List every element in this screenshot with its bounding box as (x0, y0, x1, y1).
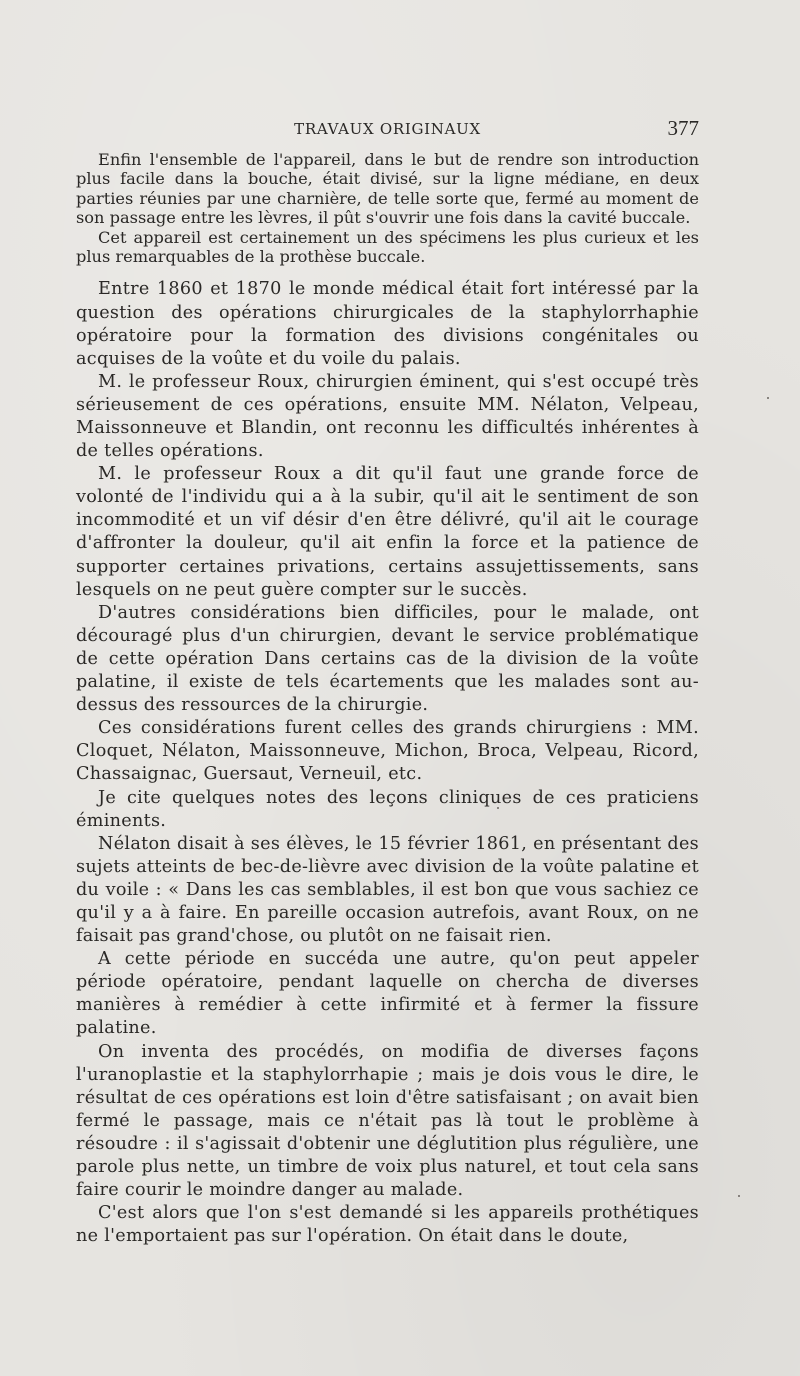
paragraph-2: Cet appareil est certainement un des spécimens les plus curieux et les plus remarquables de la prothèse buccale. (76, 227, 699, 267)
section-gap (76, 266, 699, 278)
paragraph-7: Ces considérations furent celles des grands chirurgiens : MM. Cloquet, Nélaton, Maissonneuve, Michon, Broca, Velpeau, Ricord, Chassaignac, Guersaut, Verneuil, etc. (76, 718, 699, 785)
paragraph-6: D'autres considérations bien difficiles, pour le malade, ont découragé plus d'un chirurgien, devant le service problématique de cette opération Dans certains cas de la division de la voûte palatine, il existe de tels écartements que les malades sont au-dessus des ressources de la chirurgie. (76, 602, 699, 716)
paper-speck (767, 397, 769, 399)
paper-speck (497, 807, 499, 809)
paragraph-11: On inventa des procédés, on modifia de diverses façons l'uranoplastie et la staphylorrhapie ; mais je dois vous le dire, le résultat de ces opérations est loin d'être satisfaisant ; on avait bien fermé le passage, mais ce n'était pas là tout le problème à résoudre : il s'agissait d'obtenir une déglutition plus régulière, une parole plus nette, un timbre de voix plus naturel, et tout cela sans faire courir le moindre danger au malade. (76, 1041, 699, 1201)
paragraph-1: Enfin l'ensemble de l'appareil, dans le but de rendre son introduction plus facile dans la bouche, était divisé, sur la ligne médiane, en deux parties réunies par une charnière, de telle sorte que, fermé au moment de son passage entre les lèvres, il pût s'ouvrir une fois dans la cavité buccale. (76, 150, 699, 228)
body-text (76, 150, 699, 1248)
paragraph-9: Nélaton disait à ses élèves, le 15 février 1861, en présentant des sujets atteints de bec-de-lièvre avec division de la voûte palatine et du voile : « Dans les cas semblables, il est bon que vous sachiez ce qu'il y a à faire. En pareille occasion autrefois, avant Roux, on ne faisait pas grand'chose, ou plutôt on ne faisait rien. (76, 833, 699, 947)
page-header (76, 116, 699, 146)
running-title: TRAVAUX ORIGINAUX (294, 120, 481, 138)
paper-speck (738, 1195, 740, 1197)
paragraph-4: M. le professeur Roux, chirurgien éminent, qui s'est occupé très sérieusement de ces opérations, ensuite MM. Nélaton, Velpeau, Maissonneuve et Blandin, ont reconnu les difficultés inhérentes à de telles opérations. (76, 371, 699, 462)
paragraph-8: Je cite quelques notes des leçons cliniques de ces praticiens éminents. (76, 787, 699, 831)
paragraph-5: M. le professeur Roux a dit qu'il faut une grande force de volonté de l'individu qui a à la subir, qu'il ait le sentiment de son incommodité et un vif désir d'en être délivré, qu'il ait le courage d'affronter la douleur, qu'il ait enfin la force et la patience de supporter certaines privations, certains assujettissements, sans lesquels on ne peut guère compter sur le succès. (76, 464, 699, 600)
paragraph-12: C'est alors que l'on s'est demandé si les appareils prothétiques ne l'emportaient pas sur l'opération. On était dans le doute, (76, 1203, 699, 1247)
paragraph-10: A cette période en succéda une autre, qu'on peut appeler période opératoire, pendant laquelle on chercha de diverses manières à remédier à cette infirmité et à fermer la fissure palatine. (76, 949, 699, 1039)
page-number: 377 (667, 116, 699, 140)
paragraph-3: Entre 1860 et 1870 le monde médical était fort intéressé par la question des opérations chirurgicales de la staphylorrhaphie opératoire pour la formation des divisions congénitales ou acquises de la voûte et du voile du palais. (76, 279, 699, 369)
